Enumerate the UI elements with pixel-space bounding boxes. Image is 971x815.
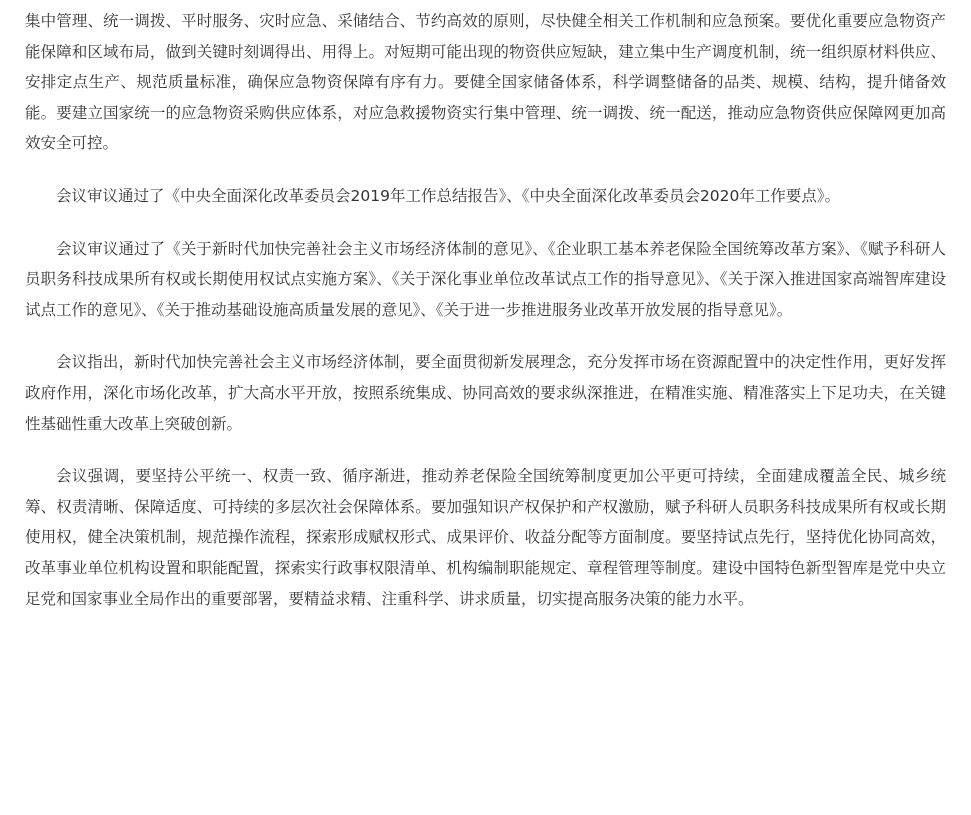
paragraph-market-economy: 会议指出，新时代加快完善社会主义市场经济体制，要全面贯彻新发展理念，充分发挥市场在资源配置中的决定性作用，更好发挥政府作用，深化市场化改革，扩大高水平开放，按照系统集成、协同高效的要求纵深推进，在精准实施、精准落实上下足功夫，在关键性基础性重大改革上突破创新。 <box>25 353 946 433</box>
paragraph-emergency-supplies: 集中管理、统一调拨、平时服务、灾时应急、采储结合、节约高效的原则，尽快健全相关工作机制和应急预案。要优化重要应急物资产能保障和区域布局，做到关键时刻调得出、用得上。对短期可能出现的物资供应短缺，建立集中生产调度机制，统一组织原材料供应、安排定点生产、规范质量标准，确保应急物资保障有序有力。要健全国家储备体系，科学调整储备的品类、规模、结构，提升储备效能。要建立国家统一的应急物资采购供应体系，对应急救援物资实行集中管理、统一调拨、统一配送，推动应急物资供应保障网更加高效安全可控。 <box>25 12 946 153</box>
paragraph-approved-documents: 会议审议通过了《关于新时代加快完善社会主义市场经济体制的意见》、《企业职工基本养老保险全国统筹改革方案》、《赋予科研人员职务科技成果所有权或长期使用权试点实施方案》、《关于深化事业单位改革试点工作的指导意见》、《关于深入推进国家高端智库建设试点工作的意见》、《关于推动基础设施高质量发展的意见》、《关于进一步推进服务业改革开放发展的指导意见》。 <box>25 239 946 319</box>
paragraph-work-report: 会议审议通过了《中央全面深化改革委员会2019年工作总结报告》、《中央全面深化改革委员会2020年工作要点》。 <box>56 186 841 205</box>
article-body <box>25 6 946 614</box>
paragraph-pension-reform: 会议强调，要坚持公平统一、权责一致、循序渐进，推动养老保险全国统筹制度更加公平更可持续，全面建成覆盖全民、城乡统筹、权责清晰、保障适度、可持续的多层次社会保障体系。要加强知识产权保护和产权激励，赋予科研人员职务科技成果所有权或长期使用权，健全决策机制，规范操作流程，探索形成赋权形式、成果评价、收益分配等方面制度。要坚持试点先行，坚持优化协同高效，改革事业单位机构设置和职能配置，探索实行政事权限清单、机构编制职能规定、章程管理等制度。建设中国特色新型智库是党中央立足党和国家事业全局作出的重要部署，要精益求精、注重科学、讲求质量，切实提高服务决策的能力水平。 <box>25 467 946 608</box>
